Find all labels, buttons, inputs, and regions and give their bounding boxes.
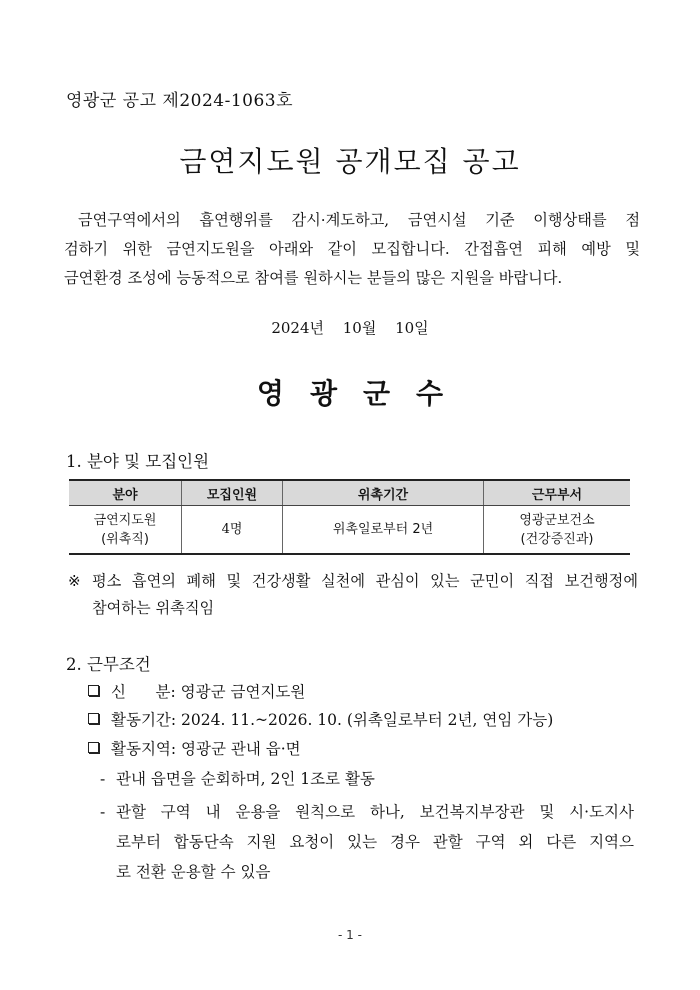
column-header-field: 분야: [69, 480, 182, 506]
checkbox-bullet-icon: [88, 742, 99, 753]
table-header-row: [69, 480, 630, 506]
reference-mark-icon: ※: [68, 572, 81, 590]
condition-item-status: 신 분: 영광군 금연지도원: [88, 680, 305, 702]
checkbox-bullet-icon: [88, 713, 99, 724]
cell-period: 위촉일로부터 2년: [283, 506, 484, 555]
checkbox-bullet-icon: [88, 685, 99, 696]
intro-line: 금연구역에서의 흡연행위를 감시·계도하고, 금연시설 기준 이행상태를 점: [78, 211, 640, 229]
notice-date: 2024년 10월 10일: [271, 319, 429, 337]
document-title: 금연지도원 공개모집 공고: [179, 145, 521, 178]
column-header-dept: 근무부서: [484, 480, 631, 506]
section-heading-recruitment: 1. 분야 및 모집인원: [66, 452, 210, 471]
recruitment-table: [69, 479, 630, 555]
section-heading-conditions: 2. 근무조건: [66, 655, 151, 674]
intro-line: 검하기 위한 금연지도원을 아래와 같이 모집합니다. 간접흡연 피해 예방 및: [64, 240, 640, 258]
dash-bullet-icon: -: [100, 770, 106, 788]
condition-item-area: 활동지역: 영광군 관내 읍·면: [88, 737, 301, 759]
cell-dept: 영광군보건소 (건강증진과): [484, 506, 631, 555]
cell-count: 4명: [182, 506, 283, 555]
column-header-count: 모집인원: [182, 480, 283, 506]
recruitment-note: ※ 평소 흡연의 폐해 및 건강생활 실천에 관심이 있는 군민이 직접 보건행정에 참여하는 위촉직임: [68, 568, 638, 622]
intro-line: 금연환경 조성에 능동적으로 참여를 원하시는 분들의 많은 지원을 바랍니다.: [64, 269, 563, 287]
intro-paragraph: [64, 206, 640, 293]
page-number: - 1 -: [338, 928, 362, 942]
area-sub-item: - 관할 구역 내 운용을 원칙으로 하나, 보건복지부장관 및 시·도지사 로부터 합동단속 지원 요청이 있는 경우 관할 구역 외 다른 지역으 로 전환 운용할 수 있음: [100, 797, 634, 887]
cell-field: 금연지도원 (위촉직): [69, 506, 182, 555]
signer-name: 영광군수: [256, 377, 470, 410]
table-row: [69, 506, 630, 555]
notice-number: 영광군 공고 제2024-1063호: [66, 91, 294, 111]
area-sub-item: - 관내 읍면을 순회하며, 2인 1조로 활동: [100, 770, 375, 788]
column-header-period: 위촉기간: [283, 480, 484, 506]
condition-item-period: 활동기간: 2024. 11.~2026. 10. (위촉일로부터 2년, 연임 가능): [88, 708, 553, 730]
dash-bullet-icon: -: [100, 803, 106, 821]
